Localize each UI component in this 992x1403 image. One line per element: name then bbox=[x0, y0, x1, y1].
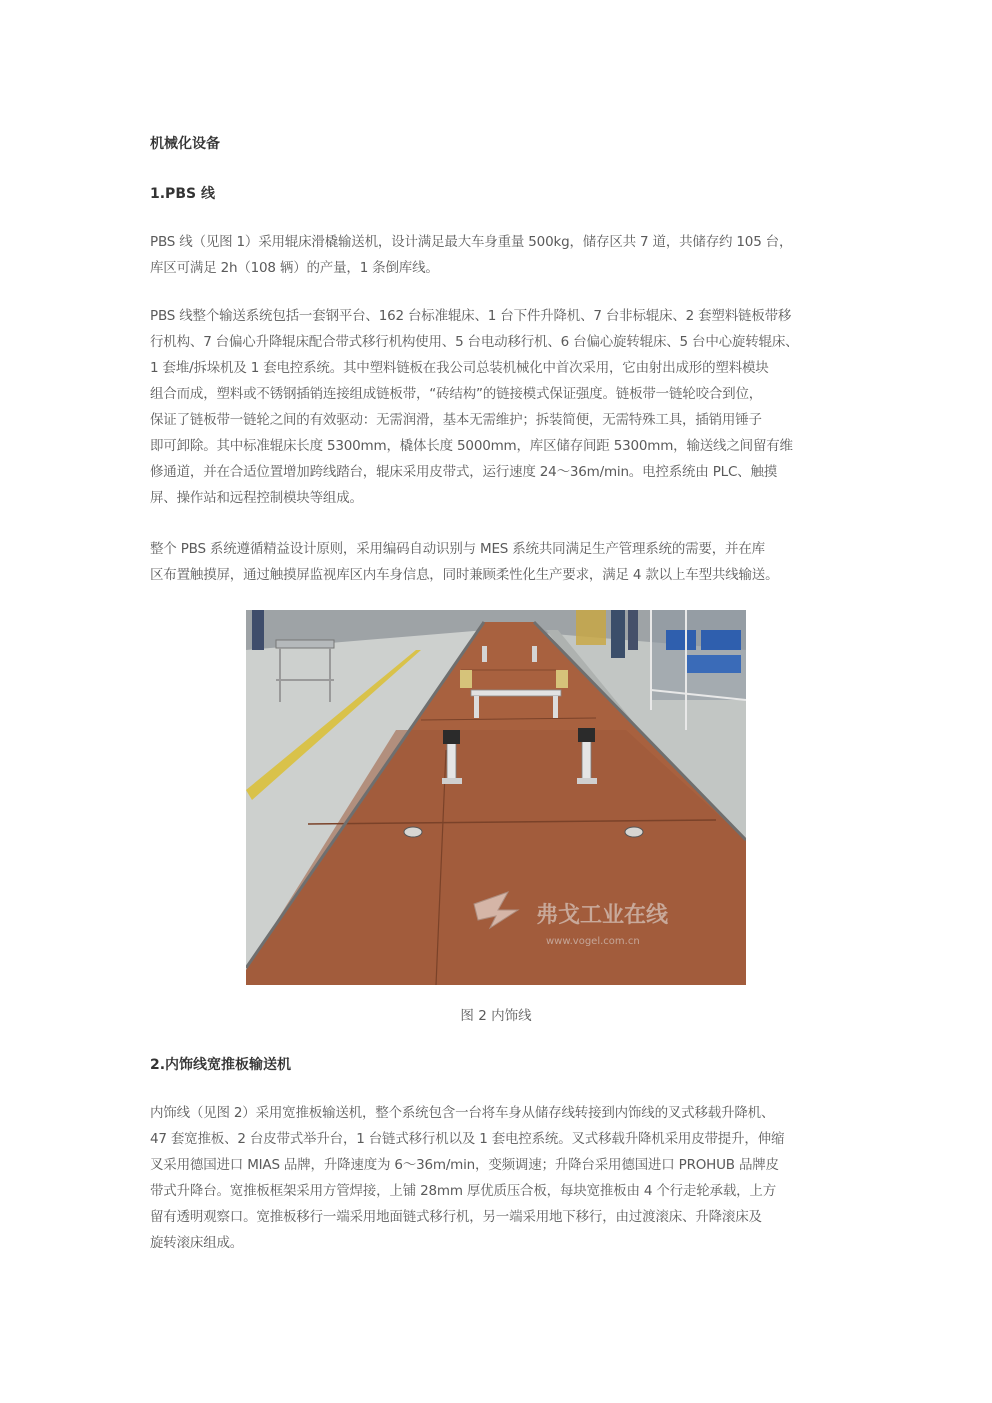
text-line: 库区可满足 2h（108 辆）的产量，1 条倒库线。 bbox=[150, 260, 439, 276]
interior-line-paragraph bbox=[150, 1100, 850, 1256]
interior-line-heading: 2.内饰线宽推板输送机 bbox=[150, 1057, 292, 1073]
text-line: 旋转滚床组成。 bbox=[150, 1235, 244, 1251]
pbs-heading: 1.PBS 线 bbox=[150, 186, 215, 202]
text-line: 保证了链板带一链轮之间的有效驱动：无需润滑，基本无需维护；拆装简便，无需特殊工具，插销用锤子 bbox=[150, 412, 762, 428]
pbs-paragraph-3 bbox=[150, 536, 850, 588]
figure-caption: 图 2 内饰线 bbox=[460, 1008, 532, 1024]
text-line: 内饰线（见图 2）采用宽推板输送机，整个系统包含一台将车身从储存线转接到内饰线的叉式移载升降机、 bbox=[150, 1105, 775, 1121]
text-line: 留有透明观察口。宽推板移行一端采用地面链式移行机，另一端采用地下移行，由过渡滚床、升降滚床及 bbox=[150, 1209, 762, 1225]
text-line: 行机构、7 台偏心升降辊床配合带式移行机构使用、5 台电动移行机、6 台偏心旋转辊床、5 台中心旋转辊床、 bbox=[150, 334, 799, 350]
text-line: 带式升降台。宽推板框架采用方管焊接，上铺 28mm 厚优质压合板，每块宽推板由 4 个行走轮承载，上方 bbox=[150, 1183, 777, 1199]
text-line: PBS 线整个输送系统包括一套钢平台、162 台标准辊床、1 台下件升降机、7 台非标辊床、2 套塑料链板带移 bbox=[150, 308, 792, 324]
watermark-text: 弗戈工业在线 bbox=[536, 903, 669, 928]
pbs-paragraph-1 bbox=[150, 229, 850, 281]
text-line: 组合而成，塑料或不锈钢插销连接组成链板带，“砖结构”的链接模式保证强度。链板带一链轮咬合到位， bbox=[150, 386, 763, 402]
text-line: 整个 PBS 系统遵循精益设计原则，采用编码自动识别与 MES 系统共同满足生产管理系统的需要，并在库 bbox=[150, 541, 765, 557]
text-line: 1 套堆/拆垛机及 1 套电控系统。其中塑料链板在我公司总装机械化中首次采用，它由射出成形的塑料模块 bbox=[150, 360, 769, 376]
text-line: 区布置触摸屏，通过触摸屏监视库区内车身信息，同时兼顾柔性化生产要求，满足 4 款以上车型共线输送。 bbox=[150, 567, 779, 583]
section-title: 机械化设备 bbox=[150, 136, 220, 152]
text-line: PBS 线（见图 1）采用辊床滑橇输送机，设计满足最大车身重量 500kg，储存区共 7 道，共储存约 105 台， bbox=[150, 234, 793, 250]
text-line: 屏、操作站和远程控制模块等组成。 bbox=[150, 490, 363, 506]
text-line: 叉采用德国进口 MIAS 品牌，升降速度为 6～36m/min，变频调速；升降台采用德国进口 PROHUB 品牌皮 bbox=[150, 1157, 779, 1173]
watermark-url: www.vogel.com.cn bbox=[546, 936, 640, 947]
text-line: 修通道，并在合适位置增加跨线踏台，辊床采用皮带式，运行速度 24～36m/min。电控系统由 PLC、触摸 bbox=[150, 464, 778, 480]
pbs-paragraph-2 bbox=[150, 303, 850, 511]
text-line: 即可卸除。其中标准辊床长度 5300mm，橇体长度 5000mm，库区储存间距 5300mm，输送线之间留有维 bbox=[150, 438, 793, 454]
text-line: 47 套宽推板、2 台皮带式举升台，1 台链式移行机以及 1 套电控系统。叉式移载升降机采用皮带提升，伸缩 bbox=[150, 1131, 785, 1147]
conveyor-photo bbox=[246, 610, 746, 985]
